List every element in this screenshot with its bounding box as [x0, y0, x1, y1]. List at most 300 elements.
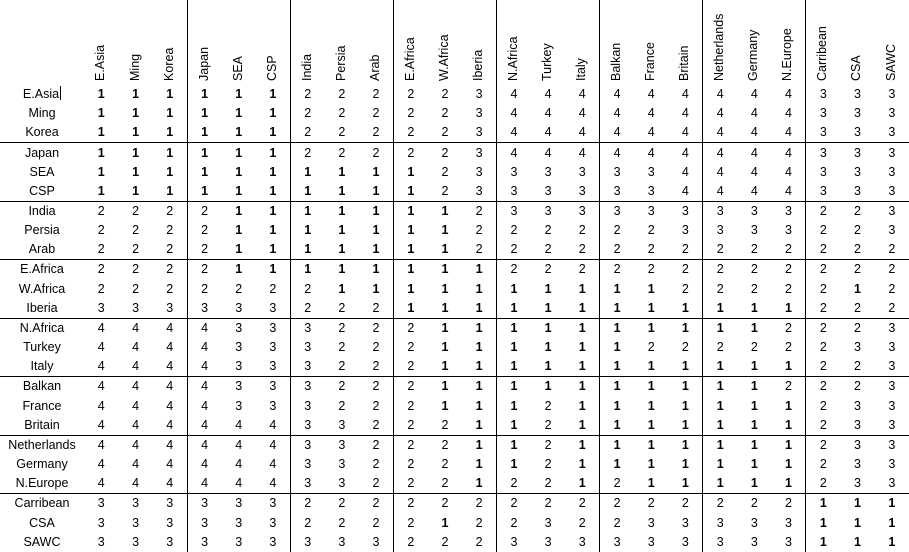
- matrix-cell[interactable]: 1: [372, 183, 380, 198]
- matrix-cell[interactable]: 4: [269, 457, 277, 472]
- matrix-cell[interactable]: 2: [187, 201, 221, 221]
- matrix-cell[interactable]: 2: [703, 260, 737, 280]
- matrix-cell[interactable]: 1: [531, 377, 565, 397]
- matrix-cell[interactable]: 2: [393, 416, 427, 436]
- matrix-cell[interactable]: 3: [578, 164, 586, 179]
- matrix-cell[interactable]: 1: [600, 397, 634, 416]
- matrix-cell[interactable]: 1: [187, 85, 221, 104]
- matrix-cell[interactable]: 2: [806, 280, 840, 299]
- matrix-cell[interactable]: 2: [703, 240, 737, 260]
- column-header-cell[interactable]: [600, 0, 634, 85]
- matrix-cell[interactable]: 3: [497, 201, 531, 221]
- matrix-cell[interactable]: 1: [269, 242, 277, 257]
- matrix-cell[interactable]: 3: [806, 163, 840, 182]
- matrix-cell[interactable]: 2: [544, 223, 552, 238]
- matrix-cell[interactable]: 2: [132, 242, 140, 257]
- matrix-cell[interactable]: 1: [668, 318, 702, 338]
- matrix-cell[interactable]: 3: [187, 533, 221, 552]
- matrix-cell[interactable]: 4: [784, 106, 792, 121]
- matrix-cell[interactable]: 4: [132, 359, 140, 374]
- matrix-cell[interactable]: 3: [132, 515, 140, 530]
- matrix-cell[interactable]: 2: [187, 280, 221, 299]
- matrix-cell[interactable]: 1: [256, 201, 290, 221]
- matrix-cell[interactable]: 4: [750, 106, 758, 121]
- matrix-cell[interactable]: 4: [187, 357, 221, 377]
- matrix-cell[interactable]: 4: [497, 123, 531, 143]
- matrix-cell[interactable]: 2: [772, 494, 806, 514]
- matrix-cell[interactable]: 3: [256, 318, 290, 338]
- matrix-cell[interactable]: 2: [853, 223, 861, 238]
- matrix-cell[interactable]: 2: [497, 513, 531, 532]
- matrix-cell[interactable]: 4: [97, 359, 105, 374]
- matrix-cell[interactable]: 2: [475, 534, 483, 549]
- matrix-cell[interactable]: 1: [647, 457, 655, 472]
- matrix-cell[interactable]: 1: [97, 183, 105, 198]
- matrix-cell[interactable]: 1: [531, 318, 565, 338]
- matrix-cell[interactable]: 1: [565, 377, 599, 397]
- matrix-cell[interactable]: 3: [475, 164, 483, 179]
- matrix-cell[interactable]: 1: [441, 223, 449, 238]
- matrix-cell[interactable]: 1: [737, 318, 771, 338]
- row-label-cell[interactable]: [0, 299, 84, 319]
- matrix-cell[interactable]: 1: [497, 435, 531, 455]
- matrix-cell[interactable]: 2: [372, 417, 380, 432]
- matrix-cell[interactable]: 2: [681, 281, 689, 296]
- row-label-cell[interactable]: [0, 85, 84, 104]
- matrix-cell[interactable]: 1: [784, 417, 792, 432]
- matrix-cell[interactable]: 3: [647, 183, 655, 198]
- matrix-cell[interactable]: 1: [750, 476, 758, 491]
- matrix-cell[interactable]: 1: [578, 417, 586, 432]
- matrix-cell[interactable]: 2: [132, 223, 140, 238]
- matrix-cell[interactable]: 1: [634, 377, 668, 397]
- matrix-cell[interactable]: 1: [497, 377, 531, 397]
- matrix-cell[interactable]: 2: [290, 143, 324, 163]
- matrix-cell[interactable]: 3: [888, 476, 896, 491]
- matrix-cell[interactable]: 2: [703, 280, 737, 299]
- matrix-cell[interactable]: 1: [853, 281, 861, 296]
- matrix-cell[interactable]: 2: [853, 300, 861, 315]
- matrix-cell[interactable]: 1: [187, 123, 221, 143]
- matrix-cell[interactable]: 4: [497, 104, 531, 123]
- matrix-cell[interactable]: 2: [531, 260, 565, 280]
- matrix-cell[interactable]: 3: [853, 125, 861, 140]
- matrix-cell[interactable]: 4: [703, 85, 737, 104]
- matrix-cell[interactable]: 1: [97, 106, 105, 121]
- matrix-cell[interactable]: 4: [132, 340, 140, 355]
- row-label-cell[interactable]: [0, 377, 84, 397]
- matrix-cell[interactable]: 1: [153, 143, 187, 163]
- matrix-cell[interactable]: 4: [600, 143, 634, 163]
- matrix-cell[interactable]: 2: [647, 340, 655, 355]
- matrix-cell[interactable]: 1: [372, 242, 380, 257]
- matrix-cell[interactable]: 1: [578, 457, 586, 472]
- matrix-cell[interactable]: 4: [187, 455, 221, 474]
- matrix-cell[interactable]: 2: [737, 494, 771, 514]
- matrix-cell[interactable]: 2: [393, 455, 427, 474]
- matrix-cell[interactable]: 2: [393, 474, 427, 494]
- matrix-cell[interactable]: 4: [84, 318, 118, 338]
- matrix-cell[interactable]: 4: [750, 183, 758, 198]
- matrix-cell[interactable]: 3: [840, 435, 874, 455]
- matrix-cell[interactable]: 3: [187, 299, 221, 319]
- matrix-cell[interactable]: 4: [772, 143, 806, 163]
- column-header-cell[interactable]: [428, 0, 462, 85]
- matrix-cell[interactable]: 3: [290, 338, 324, 357]
- column-header-cell[interactable]: [359, 0, 393, 85]
- matrix-cell[interactable]: 1: [187, 104, 221, 123]
- matrix-cell[interactable]: 4: [750, 164, 758, 179]
- matrix-cell[interactable]: 2: [441, 87, 449, 102]
- matrix-cell[interactable]: 4: [132, 476, 140, 491]
- matrix-cell[interactable]: 3: [681, 534, 689, 549]
- matrix-cell[interactable]: 1: [290, 201, 324, 221]
- matrix-cell[interactable]: 3: [118, 494, 152, 514]
- matrix-cell[interactable]: 1: [166, 87, 174, 102]
- matrix-cell[interactable]: 1: [681, 417, 689, 432]
- matrix-cell[interactable]: 1: [647, 398, 655, 413]
- matrix-cell[interactable]: 1: [634, 435, 668, 455]
- matrix-cell[interactable]: 1: [393, 260, 427, 280]
- matrix-cell[interactable]: 2: [166, 223, 174, 238]
- matrix-cell[interactable]: 2: [634, 260, 668, 280]
- matrix-cell[interactable]: 1: [338, 281, 346, 296]
- matrix-cell[interactable]: 4: [784, 87, 792, 102]
- row-label-cell[interactable]: [0, 455, 84, 474]
- matrix-cell[interactable]: 1: [290, 221, 324, 240]
- matrix-cell[interactable]: 4: [565, 143, 599, 163]
- matrix-cell[interactable]: 3: [578, 183, 586, 198]
- matrix-cell[interactable]: 3: [544, 515, 552, 530]
- matrix-cell[interactable]: 2: [338, 87, 346, 102]
- matrix-cell[interactable]: 3: [875, 201, 909, 221]
- matrix-cell[interactable]: 1: [290, 240, 324, 260]
- matrix-cell[interactable]: 2: [393, 377, 427, 397]
- matrix-cell[interactable]: 1: [750, 398, 758, 413]
- matrix-cell[interactable]: 1: [784, 300, 792, 315]
- matrix-cell[interactable]: 4: [187, 416, 221, 436]
- matrix-cell[interactable]: 4: [166, 417, 174, 432]
- matrix-cell[interactable]: 4: [578, 106, 586, 121]
- matrix-cell[interactable]: 1: [875, 494, 909, 514]
- matrix-cell[interactable]: 2: [153, 260, 187, 280]
- matrix-cell[interactable]: 1: [269, 164, 277, 179]
- matrix-cell[interactable]: 4: [166, 398, 174, 413]
- matrix-cell[interactable]: 1: [359, 260, 393, 280]
- matrix-cell[interactable]: 2: [668, 494, 702, 514]
- matrix-cell[interactable]: 4: [544, 87, 552, 102]
- row-label-cell[interactable]: [0, 104, 84, 123]
- matrix-cell[interactable]: 4: [681, 106, 689, 121]
- matrix-cell[interactable]: 2: [544, 457, 552, 472]
- matrix-cell[interactable]: 2: [497, 474, 531, 494]
- matrix-cell[interactable]: 2: [531, 494, 565, 514]
- matrix-cell[interactable]: 2: [806, 318, 840, 338]
- matrix-cell[interactable]: 2: [372, 457, 380, 472]
- matrix-cell[interactable]: 3: [269, 398, 277, 413]
- matrix-cell[interactable]: 4: [132, 457, 140, 472]
- matrix-cell[interactable]: 1: [441, 242, 449, 257]
- matrix-cell[interactable]: 3: [578, 534, 586, 549]
- matrix-cell[interactable]: 3: [544, 183, 552, 198]
- matrix-cell[interactable]: 1: [497, 455, 531, 474]
- matrix-cell[interactable]: 1: [497, 397, 531, 416]
- matrix-cell[interactable]: 3: [565, 201, 599, 221]
- matrix-cell[interactable]: 1: [647, 417, 655, 432]
- column-header-cell[interactable]: [222, 0, 256, 85]
- matrix-cell[interactable]: 4: [187, 377, 221, 397]
- matrix-cell[interactable]: 3: [372, 534, 380, 549]
- matrix-cell[interactable]: 2: [462, 494, 496, 514]
- matrix-cell[interactable]: 1: [222, 260, 256, 280]
- matrix-cell[interactable]: 4: [118, 435, 152, 455]
- matrix-cell[interactable]: 3: [132, 534, 140, 549]
- matrix-cell[interactable]: 2: [681, 340, 689, 355]
- matrix-cell[interactable]: 2: [393, 435, 427, 455]
- matrix-cell[interactable]: 4: [703, 163, 737, 182]
- matrix-cell[interactable]: 1: [359, 201, 393, 221]
- matrix-cell[interactable]: 4: [681, 125, 689, 140]
- matrix-cell[interactable]: 4: [166, 476, 174, 491]
- matrix-cell[interactable]: 3: [235, 340, 243, 355]
- matrix-cell[interactable]: 1: [372, 164, 380, 179]
- matrix-cell[interactable]: 3: [235, 359, 243, 374]
- matrix-cell[interactable]: 1: [222, 201, 256, 221]
- row-label-cell[interactable]: [0, 221, 84, 240]
- matrix-cell[interactable]: 1: [235, 183, 243, 198]
- row-label-cell[interactable]: [0, 494, 84, 514]
- matrix-cell[interactable]: 4: [578, 125, 586, 140]
- matrix-cell[interactable]: 2: [235, 281, 243, 296]
- matrix-cell[interactable]: 4: [600, 85, 634, 104]
- matrix-cell[interactable]: 3: [853, 417, 861, 432]
- matrix-cell[interactable]: 3: [853, 457, 861, 472]
- matrix-cell[interactable]: 2: [668, 260, 702, 280]
- column-header-cell[interactable]: [840, 0, 874, 85]
- matrix-cell[interactable]: 4: [256, 435, 290, 455]
- matrix-cell[interactable]: 1: [428, 377, 462, 397]
- matrix-cell[interactable]: 3: [853, 183, 861, 198]
- column-header-cell[interactable]: [497, 0, 531, 85]
- matrix-cell[interactable]: 1: [132, 125, 140, 140]
- matrix-cell[interactable]: 2: [372, 398, 380, 413]
- matrix-cell[interactable]: 4: [222, 435, 256, 455]
- matrix-cell[interactable]: 2: [703, 494, 737, 514]
- matrix-cell[interactable]: 1: [497, 318, 531, 338]
- column-header-cell[interactable]: [118, 0, 152, 85]
- matrix-cell[interactable]: 1: [290, 260, 324, 280]
- matrix-cell[interactable]: 3: [600, 163, 634, 182]
- matrix-cell[interactable]: 2: [97, 281, 105, 296]
- row-label-cell[interactable]: [0, 513, 84, 532]
- matrix-cell[interactable]: 1: [806, 513, 840, 532]
- matrix-cell[interactable]: 4: [132, 398, 140, 413]
- matrix-cell[interactable]: 1: [840, 494, 874, 514]
- matrix-cell[interactable]: 1: [222, 143, 256, 163]
- matrix-cell[interactable]: 2: [338, 125, 346, 140]
- matrix-cell[interactable]: 2: [806, 201, 840, 221]
- matrix-cell[interactable]: 2: [600, 474, 634, 494]
- matrix-cell[interactable]: 3: [806, 123, 840, 143]
- matrix-cell[interactable]: 2: [187, 260, 221, 280]
- matrix-cell[interactable]: 1: [441, 359, 449, 374]
- matrix-cell[interactable]: 4: [750, 87, 758, 102]
- matrix-cell[interactable]: 1: [132, 164, 140, 179]
- matrix-cell[interactable]: 1: [325, 260, 359, 280]
- matrix-cell[interactable]: 2: [84, 201, 118, 221]
- matrix-cell[interactable]: 1: [290, 163, 324, 182]
- matrix-cell[interactable]: 2: [428, 494, 462, 514]
- matrix-cell[interactable]: 4: [497, 85, 531, 104]
- matrix-cell[interactable]: 2: [372, 476, 380, 491]
- matrix-cell[interactable]: 2: [393, 357, 427, 377]
- matrix-cell[interactable]: 2: [784, 242, 792, 257]
- matrix-cell[interactable]: 1: [497, 416, 531, 436]
- matrix-cell[interactable]: 1: [166, 106, 174, 121]
- matrix-cell[interactable]: 3: [290, 474, 324, 494]
- row-label-cell[interactable]: [0, 240, 84, 260]
- matrix-cell[interactable]: 2: [290, 513, 324, 532]
- matrix-cell[interactable]: 1: [806, 494, 840, 514]
- matrix-cell[interactable]: 1: [84, 143, 118, 163]
- matrix-cell[interactable]: 1: [703, 435, 737, 455]
- matrix-cell[interactable]: 1: [565, 318, 599, 338]
- matrix-cell[interactable]: 1: [600, 377, 634, 397]
- matrix-cell[interactable]: 2: [132, 281, 140, 296]
- matrix-cell[interactable]: 2: [544, 476, 552, 491]
- matrix-cell[interactable]: 2: [441, 106, 449, 121]
- matrix-cell[interactable]: 4: [703, 182, 737, 202]
- matrix-cell[interactable]: 1: [578, 281, 586, 296]
- matrix-cell[interactable]: 4: [269, 417, 277, 432]
- matrix-cell[interactable]: 1: [647, 476, 655, 491]
- matrix-cell[interactable]: 3: [338, 417, 346, 432]
- row-label-cell[interactable]: [0, 416, 84, 436]
- matrix-cell[interactable]: 2: [153, 201, 187, 221]
- matrix-cell[interactable]: 2: [393, 494, 427, 514]
- matrix-cell[interactable]: 2: [565, 260, 599, 280]
- matrix-cell[interactable]: 4: [187, 474, 221, 494]
- matrix-cell[interactable]: 3: [338, 476, 346, 491]
- matrix-cell[interactable]: 1: [600, 357, 634, 377]
- matrix-cell[interactable]: 1: [269, 183, 277, 198]
- matrix-cell[interactable]: 3: [290, 357, 324, 377]
- matrix-cell[interactable]: 1: [475, 359, 483, 374]
- matrix-cell[interactable]: 1: [703, 455, 737, 474]
- matrix-cell[interactable]: 1: [544, 359, 552, 374]
- matrix-cell[interactable]: 3: [681, 223, 689, 238]
- matrix-cell[interactable]: 3: [600, 182, 634, 202]
- matrix-cell[interactable]: 3: [784, 534, 792, 549]
- matrix-cell[interactable]: 4: [647, 106, 655, 121]
- matrix-cell[interactable]: 2: [888, 300, 896, 315]
- column-header-cell[interactable]: [703, 0, 737, 85]
- matrix-cell[interactable]: 1: [235, 106, 243, 121]
- matrix-cell[interactable]: 1: [888, 515, 896, 530]
- matrix-cell[interactable]: 3: [681, 515, 689, 530]
- matrix-cell[interactable]: 1: [428, 201, 462, 221]
- matrix-cell[interactable]: 2: [359, 494, 393, 514]
- matrix-cell[interactable]: 3: [475, 125, 483, 140]
- matrix-cell[interactable]: 2: [441, 417, 449, 432]
- matrix-cell[interactable]: 2: [578, 515, 586, 530]
- matrix-cell[interactable]: 2: [497, 221, 531, 240]
- matrix-cell[interactable]: 2: [118, 260, 152, 280]
- matrix-cell[interactable]: 3: [187, 494, 221, 514]
- column-header-cell[interactable]: [84, 0, 118, 85]
- matrix-cell[interactable]: 4: [544, 125, 552, 140]
- matrix-cell[interactable]: 1: [668, 435, 702, 455]
- matrix-cell[interactable]: 3: [888, 183, 896, 198]
- matrix-cell[interactable]: 2: [290, 299, 324, 319]
- matrix-cell[interactable]: 3: [290, 397, 324, 416]
- matrix-cell[interactable]: 3: [888, 106, 896, 121]
- matrix-cell[interactable]: 1: [578, 398, 586, 413]
- matrix-cell[interactable]: 2: [806, 416, 840, 436]
- matrix-cell[interactable]: 4: [681, 87, 689, 102]
- matrix-cell[interactable]: 3: [888, 87, 896, 102]
- matrix-cell[interactable]: 2: [750, 242, 758, 257]
- matrix-cell[interactable]: 2: [475, 223, 483, 238]
- matrix-cell[interactable]: 2: [393, 85, 427, 104]
- matrix-cell[interactable]: 2: [888, 242, 896, 257]
- matrix-cell[interactable]: 1: [565, 435, 599, 455]
- matrix-cell[interactable]: 3: [497, 163, 531, 182]
- matrix-cell[interactable]: 2: [372, 87, 380, 102]
- matrix-cell[interactable]: 4: [784, 164, 792, 179]
- matrix-cell[interactable]: 1: [372, 223, 380, 238]
- matrix-cell[interactable]: 1: [118, 143, 152, 163]
- row-label-cell[interactable]: [0, 123, 84, 143]
- matrix-cell[interactable]: 4: [187, 435, 221, 455]
- matrix-cell[interactable]: 1: [166, 164, 174, 179]
- matrix-cell[interactable]: 1: [750, 359, 758, 374]
- row-label-cell[interactable]: [0, 201, 84, 221]
- matrix-cell[interactable]: 2: [600, 494, 634, 514]
- matrix-cell[interactable]: 2: [393, 533, 427, 552]
- matrix-cell[interactable]: 3: [888, 125, 896, 140]
- matrix-cell[interactable]: 3: [166, 534, 174, 549]
- matrix-cell[interactable]: 3: [153, 494, 187, 514]
- matrix-cell[interactable]: 1: [703, 377, 737, 397]
- matrix-cell[interactable]: 1: [703, 416, 737, 436]
- matrix-cell[interactable]: 3: [290, 416, 324, 436]
- matrix-cell[interactable]: 2: [681, 242, 689, 257]
- matrix-cell[interactable]: 2: [325, 318, 359, 338]
- column-header-cell[interactable]: [565, 0, 599, 85]
- matrix-cell[interactable]: 1: [475, 300, 483, 315]
- matrix-cell[interactable]: 1: [600, 318, 634, 338]
- matrix-cell[interactable]: 3: [544, 534, 552, 549]
- matrix-cell[interactable]: 1: [187, 182, 221, 202]
- matrix-cell[interactable]: 2: [187, 240, 221, 260]
- matrix-cell[interactable]: 1: [475, 476, 483, 491]
- matrix-cell[interactable]: 2: [359, 318, 393, 338]
- matrix-cell[interactable]: 2: [634, 494, 668, 514]
- matrix-cell[interactable]: 1: [853, 534, 861, 549]
- matrix-cell[interactable]: 2: [393, 143, 427, 163]
- matrix-cell[interactable]: 4: [681, 164, 689, 179]
- matrix-cell[interactable]: 3: [888, 457, 896, 472]
- matrix-cell[interactable]: 1: [462, 377, 496, 397]
- matrix-cell[interactable]: 2: [772, 318, 806, 338]
- matrix-cell[interactable]: 4: [647, 87, 655, 102]
- matrix-cell[interactable]: 1: [784, 457, 792, 472]
- matrix-cell[interactable]: 3: [269, 340, 277, 355]
- matrix-cell[interactable]: 2: [578, 242, 586, 257]
- matrix-cell[interactable]: 1: [269, 87, 277, 102]
- matrix-cell[interactable]: 1: [441, 398, 449, 413]
